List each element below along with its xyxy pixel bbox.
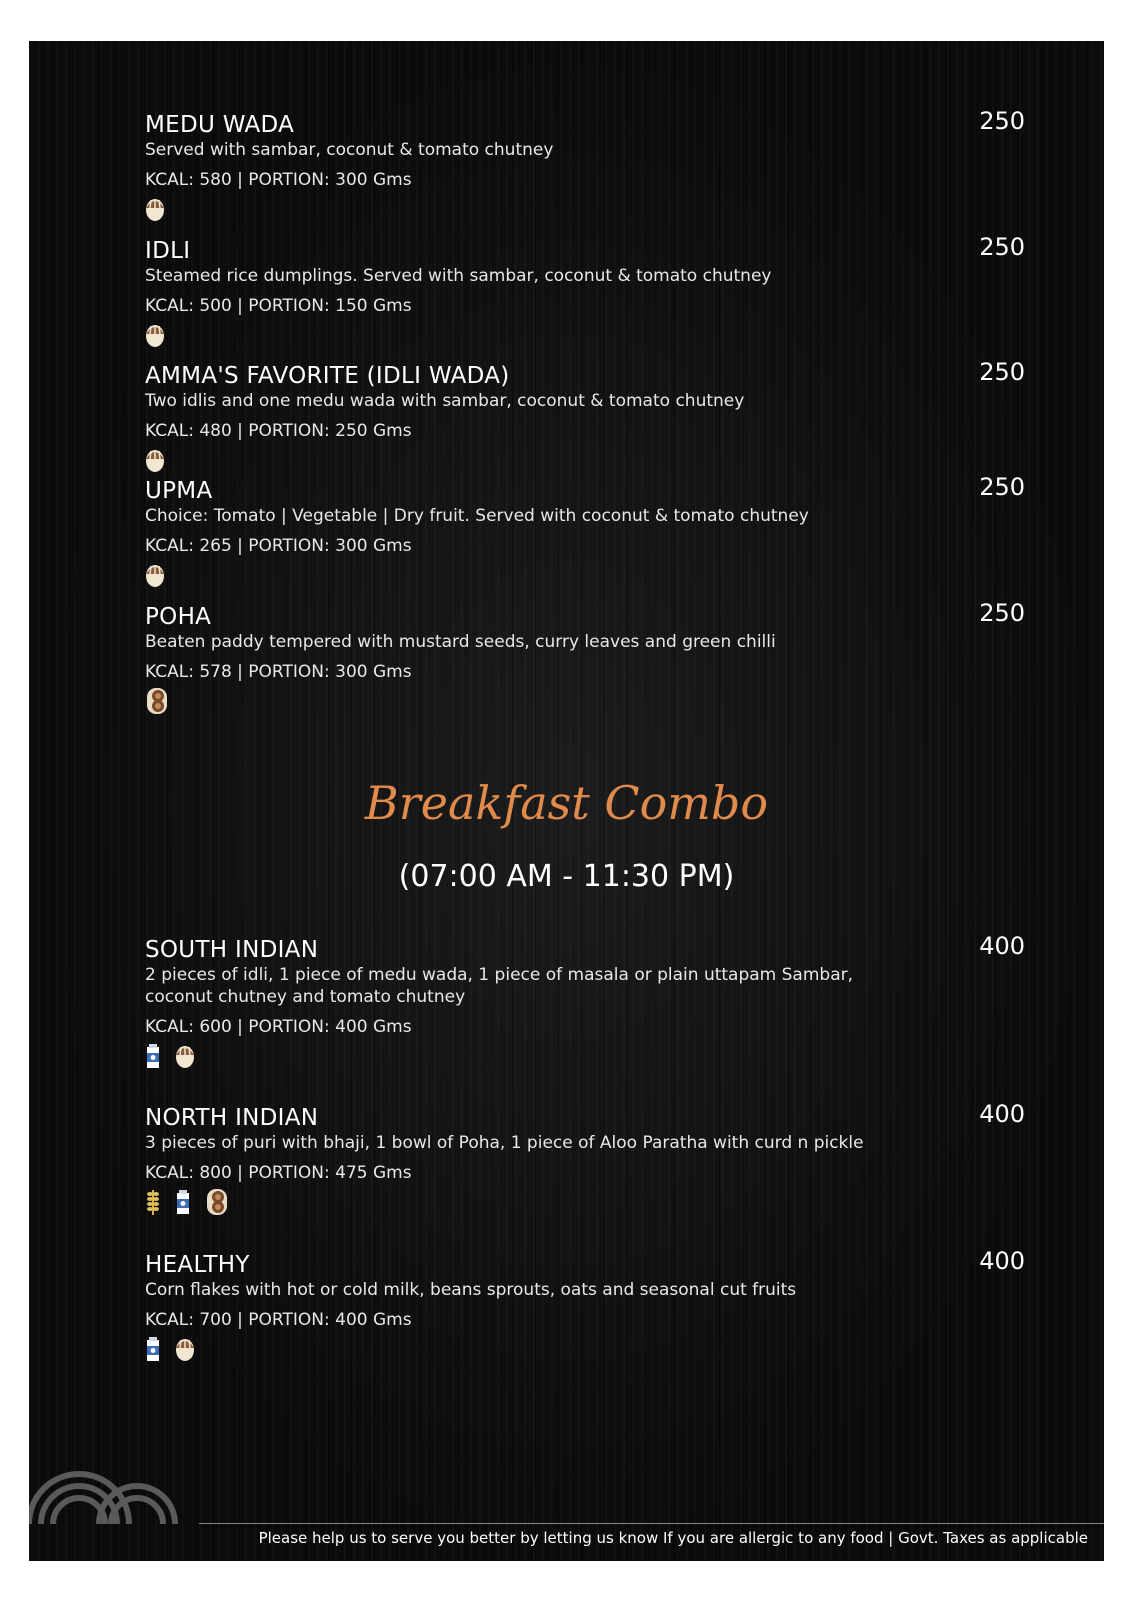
allergen-icons bbox=[145, 321, 1025, 349]
menu-item bbox=[145, 358, 1025, 474]
item-price: 250 bbox=[979, 599, 1025, 627]
allergen-icons bbox=[145, 1042, 1025, 1070]
egg-icon bbox=[145, 322, 165, 348]
item-nutrition: KCAL: 500 | PORTION: 150 Gms bbox=[145, 296, 412, 316]
allergen-icons bbox=[145, 1188, 1025, 1216]
section-title: Breakfast Combo bbox=[364, 776, 769, 830]
item-nutrition: KCAL: 578 | PORTION: 300 Gms bbox=[145, 662, 412, 682]
item-price: 250 bbox=[979, 358, 1025, 386]
menu-item bbox=[145, 1247, 1025, 1363]
egg-icon bbox=[175, 1336, 195, 1362]
item-price: 250 bbox=[979, 473, 1025, 501]
item-nutrition: KCAL: 800 | PORTION: 475 Gms bbox=[145, 1163, 412, 1183]
egg-icon bbox=[145, 447, 165, 473]
item-description: Beaten paddy tempered with mustard seeds, curry leaves and green chilli bbox=[145, 632, 776, 652]
item-nutrition: KCAL: 480 | PORTION: 250 Gms bbox=[145, 421, 412, 441]
section-hours: (07:00 AM - 11:30 PM) bbox=[398, 859, 735, 894]
item-description: Two idlis and one medu wada with sambar, coconut & tomato chutney bbox=[145, 391, 745, 411]
milk-icon bbox=[145, 1043, 161, 1069]
allergen-icons bbox=[145, 561, 1025, 589]
menu-item bbox=[145, 932, 1025, 1070]
item-description: 3 pieces of puri with bhaji, 1 bowl of Poha, 1 piece of Aloo Paratha with curd n pickle bbox=[145, 1133, 864, 1153]
item-price: 400 bbox=[979, 1100, 1025, 1128]
peanut-icon bbox=[205, 1188, 229, 1216]
footer-divider bbox=[199, 1523, 1104, 1524]
milk-icon bbox=[175, 1189, 191, 1215]
item-description: Choice: Tomato | Vegetable | Dry fruit. Served with coconut & tomato chutney bbox=[145, 506, 809, 526]
egg-icon bbox=[145, 562, 165, 588]
item-price: 250 bbox=[979, 107, 1025, 135]
menu-item bbox=[145, 1100, 1025, 1216]
menu-item bbox=[145, 233, 1025, 349]
item-price: 400 bbox=[979, 1247, 1025, 1275]
peanut-icon bbox=[145, 687, 169, 715]
menu-item bbox=[145, 599, 1025, 715]
item-description: Served with sambar, coconut & tomato chutney bbox=[145, 140, 554, 160]
footer-note: Please help us to serve you better by letting us know If you are allergic to any food | Govt. Taxes as applicable bbox=[258, 1529, 1088, 1547]
item-description: Corn flakes with hot or cold milk, beans sprouts, oats and seasonal cut fruits bbox=[145, 1280, 797, 1300]
allergen-icons bbox=[145, 195, 1025, 223]
item-name: POHA bbox=[145, 604, 212, 630]
item-description: Steamed rice dumplings. Served with sambar, coconut & tomato chutney bbox=[145, 266, 772, 286]
item-nutrition: KCAL: 700 | PORTION: 400 Gms bbox=[145, 1310, 412, 1330]
wave-logo-icon bbox=[29, 1446, 189, 1526]
item-name: MEDU WADA bbox=[145, 112, 295, 138]
item-price: 400 bbox=[979, 932, 1025, 960]
item-description: 2 pieces of idli, 1 piece of medu wada, 1 piece of masala or plain uttapam Sambar, coconut chutney and tomato chutney bbox=[145, 965, 854, 1007]
item-price: 250 bbox=[979, 233, 1025, 261]
item-name: AMMA'S FAVORITE (IDLI WADA) bbox=[145, 363, 510, 389]
allergen-icons bbox=[145, 1335, 1025, 1363]
item-nutrition: KCAL: 265 | PORTION: 300 Gms bbox=[145, 536, 412, 556]
wheat-icon bbox=[145, 1188, 161, 1216]
menu-item bbox=[145, 107, 1025, 223]
item-nutrition: KCAL: 580 | PORTION: 300 Gms bbox=[145, 170, 412, 190]
item-name: SOUTH INDIAN bbox=[145, 937, 319, 963]
allergen-icons bbox=[145, 446, 1025, 474]
item-name: UPMA bbox=[145, 478, 213, 504]
egg-icon bbox=[175, 1043, 195, 1069]
milk-icon bbox=[145, 1336, 161, 1362]
menu-panel bbox=[29, 41, 1104, 1561]
allergen-icons bbox=[145, 687, 1025, 715]
item-name: HEALTHY bbox=[145, 1252, 250, 1278]
item-name: IDLI bbox=[145, 238, 191, 264]
egg-icon bbox=[145, 196, 165, 222]
menu-item bbox=[145, 473, 1025, 589]
item-name: NORTH INDIAN bbox=[145, 1105, 319, 1131]
item-nutrition: KCAL: 600 | PORTION: 400 Gms bbox=[145, 1017, 412, 1037]
